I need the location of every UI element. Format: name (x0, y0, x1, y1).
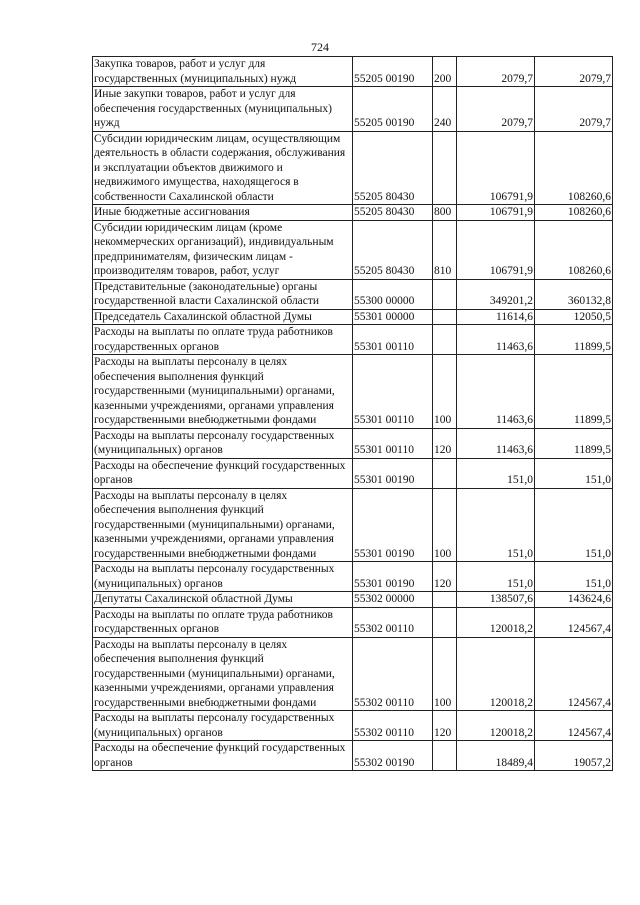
row-expense-type (433, 607, 457, 637)
row-value-1: 2079,7 (457, 57, 535, 87)
table-row (93, 458, 613, 488)
table-row (93, 220, 613, 279)
row-name: Расходы на выплаты персоналу государственных (муниципальных) органов (93, 711, 353, 741)
row-value-2: 124567,4 (535, 711, 613, 741)
row-code: 55301 00110 (353, 428, 433, 458)
row-value-1: 120018,2 (457, 607, 535, 637)
row-name: Расходы на выплаты персоналу в целях обеспечения выполнения функций государственными (муниципальными) органами, казенными учреждениями, органами управления государственными внебюджетными фондами (93, 355, 353, 429)
row-name: Расходы на выплаты персоналу в целях обеспечения выполнения функций государственными (муниципальными) органами, казенными учреждениями, органами управления государственными внебюджетными фондами (93, 488, 353, 562)
row-name: Расходы на выплаты персоналу в целях обеспечения выполнения функций государственными (муниципальными) органами, казенными учреждениями, органами управления государственными внебюджетными фондами (93, 637, 353, 711)
row-expense-type: 800 (433, 205, 457, 221)
table-row (93, 607, 613, 637)
row-name: Расходы на выплаты по оплате труда работников государственных органов (93, 607, 353, 637)
table-row (93, 355, 613, 429)
row-value-2: 124567,4 (535, 637, 613, 711)
row-expense-type (433, 741, 457, 771)
row-value-1: 11463,6 (457, 325, 535, 355)
row-code: 55205 80430 (353, 205, 433, 221)
row-code: 55302 00110 (353, 711, 433, 741)
row-name: Расходы на выплаты по оплате труда работников государственных органов (93, 325, 353, 355)
row-value-1: 349201,2 (457, 279, 535, 309)
row-code: 55301 00110 (353, 355, 433, 429)
row-code: 55205 80430 (353, 220, 433, 279)
row-expense-type (433, 279, 457, 309)
row-expense-type: 240 (433, 87, 457, 132)
row-value-2: 151,0 (535, 488, 613, 562)
row-code: 55302 00110 (353, 637, 433, 711)
row-code: 55205 80430 (353, 131, 433, 205)
table-row (93, 562, 613, 592)
row-value-2: 19057,2 (535, 741, 613, 771)
row-value-2: 108260,6 (535, 205, 613, 221)
row-expense-type (433, 131, 457, 205)
row-code: 55301 00110 (353, 325, 433, 355)
row-value-1: 138507,6 (457, 592, 535, 608)
row-code: 55301 00000 (353, 309, 433, 325)
row-value-1: 106791,9 (457, 131, 535, 205)
row-value-1: 120018,2 (457, 711, 535, 741)
row-value-1: 151,0 (457, 562, 535, 592)
row-value-2: 11899,5 (535, 428, 613, 458)
row-value-1: 18489,4 (457, 741, 535, 771)
row-value-2: 12050,5 (535, 309, 613, 325)
row-name: Представительные (законодательные) органы государственной власти Сахалинской области (93, 279, 353, 309)
row-name: Расходы на выплаты персоналу государственных (муниципальных) органов (93, 428, 353, 458)
row-value-2: 108260,6 (535, 131, 613, 205)
row-expense-type (433, 325, 457, 355)
row-expense-type: 100 (433, 488, 457, 562)
table-row (93, 57, 613, 87)
row-expense-type: 120 (433, 428, 457, 458)
row-value-1: 2079,7 (457, 87, 535, 132)
row-value-1: 11614,6 (457, 309, 535, 325)
row-expense-type (433, 592, 457, 608)
row-value-2: 124567,4 (535, 607, 613, 637)
row-value-1: 151,0 (457, 458, 535, 488)
row-value-2: 11899,5 (535, 355, 613, 429)
row-value-2: 2079,7 (535, 57, 613, 87)
table-row (93, 488, 613, 562)
row-expense-type: 200 (433, 57, 457, 87)
row-code: 55302 00000 (353, 592, 433, 608)
row-value-1: 106791,9 (457, 205, 535, 221)
page-number: 724 (311, 40, 329, 54)
row-expense-type: 100 (433, 637, 457, 711)
row-code: 55301 00190 (353, 488, 433, 562)
row-expense-type: 810 (433, 220, 457, 279)
table-row (93, 325, 613, 355)
table-row (93, 711, 613, 741)
table-row (93, 87, 613, 132)
row-name: Иные бюджетные ассигнования (93, 205, 353, 221)
row-value-1: 106791,9 (457, 220, 535, 279)
table-row (93, 205, 613, 221)
table-row (93, 592, 613, 608)
row-name: Расходы на выплаты персоналу государственных (муниципальных) органов (93, 562, 353, 592)
table-row (93, 279, 613, 309)
row-value-2: 360132,8 (535, 279, 613, 309)
row-code: 55205 00190 (353, 57, 433, 87)
row-name: Субсидии юридическим лицам, осуществляющим деятельность в области содержания, обслуживания и эксплуатации объектов движимого и недвижимого имущества, находящегося в собственности Сахалинской области (93, 131, 353, 205)
row-name: Субсидии юридическим лицам (кроме некоммерческих организаций), индивидуальным предпринимателям, физическим лицам - производителям товаров, работ, услуг (93, 220, 353, 279)
row-value-1: 11463,6 (457, 428, 535, 458)
table-row (93, 428, 613, 458)
row-name: Расходы на обеспечение функций государственных органов (93, 741, 353, 771)
row-expense-type: 120 (433, 711, 457, 741)
row-expense-type (433, 309, 457, 325)
row-value-1: 11463,6 (457, 355, 535, 429)
table-row (93, 131, 613, 205)
table-row (93, 637, 613, 711)
table-row (93, 309, 613, 325)
row-name: Закупка товаров, работ и услуг для государственных (муниципальных) нужд (93, 57, 353, 87)
row-value-2: 108260,6 (535, 220, 613, 279)
row-value-2: 11899,5 (535, 325, 613, 355)
row-value-1: 151,0 (457, 488, 535, 562)
row-expense-type (433, 458, 457, 488)
row-value-2: 143624,6 (535, 592, 613, 608)
row-name: Расходы на обеспечение функций государственных органов (93, 458, 353, 488)
row-code: 55302 00110 (353, 607, 433, 637)
row-name: Иные закупки товаров, работ и услуг для обеспечения государственных (муниципальных) нужд (93, 87, 353, 132)
row-value-2: 151,0 (535, 562, 613, 592)
row-code: 55301 00190 (353, 562, 433, 592)
budget-table (92, 56, 613, 771)
row-code: 55302 00190 (353, 741, 433, 771)
table-row (93, 741, 613, 771)
row-value-1: 120018,2 (457, 637, 535, 711)
row-expense-type: 100 (433, 355, 457, 429)
row-name: Председатель Сахалинской областной Думы (93, 309, 353, 325)
row-code: 55300 00000 (353, 279, 433, 309)
row-value-2: 151,0 (535, 458, 613, 488)
row-expense-type: 120 (433, 562, 457, 592)
row-name: Депутаты Сахалинской областной Думы (93, 592, 353, 608)
row-value-2: 2079,7 (535, 87, 613, 132)
row-code: 55301 00190 (353, 458, 433, 488)
row-code: 55205 00190 (353, 87, 433, 132)
